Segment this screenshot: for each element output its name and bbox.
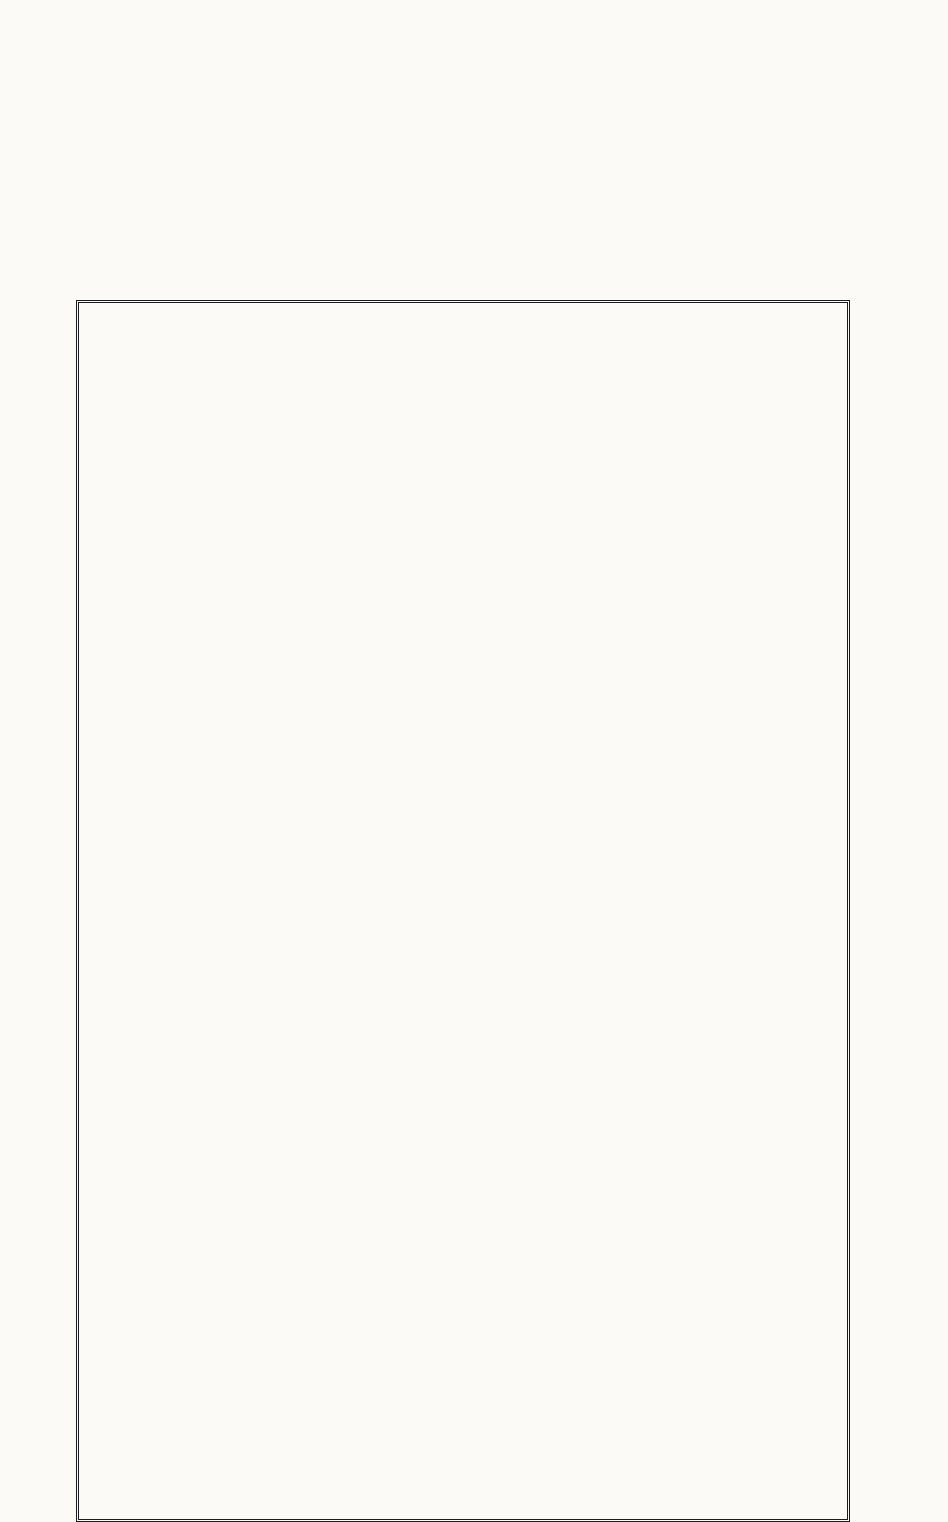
table-frame (76, 300, 850, 1522)
